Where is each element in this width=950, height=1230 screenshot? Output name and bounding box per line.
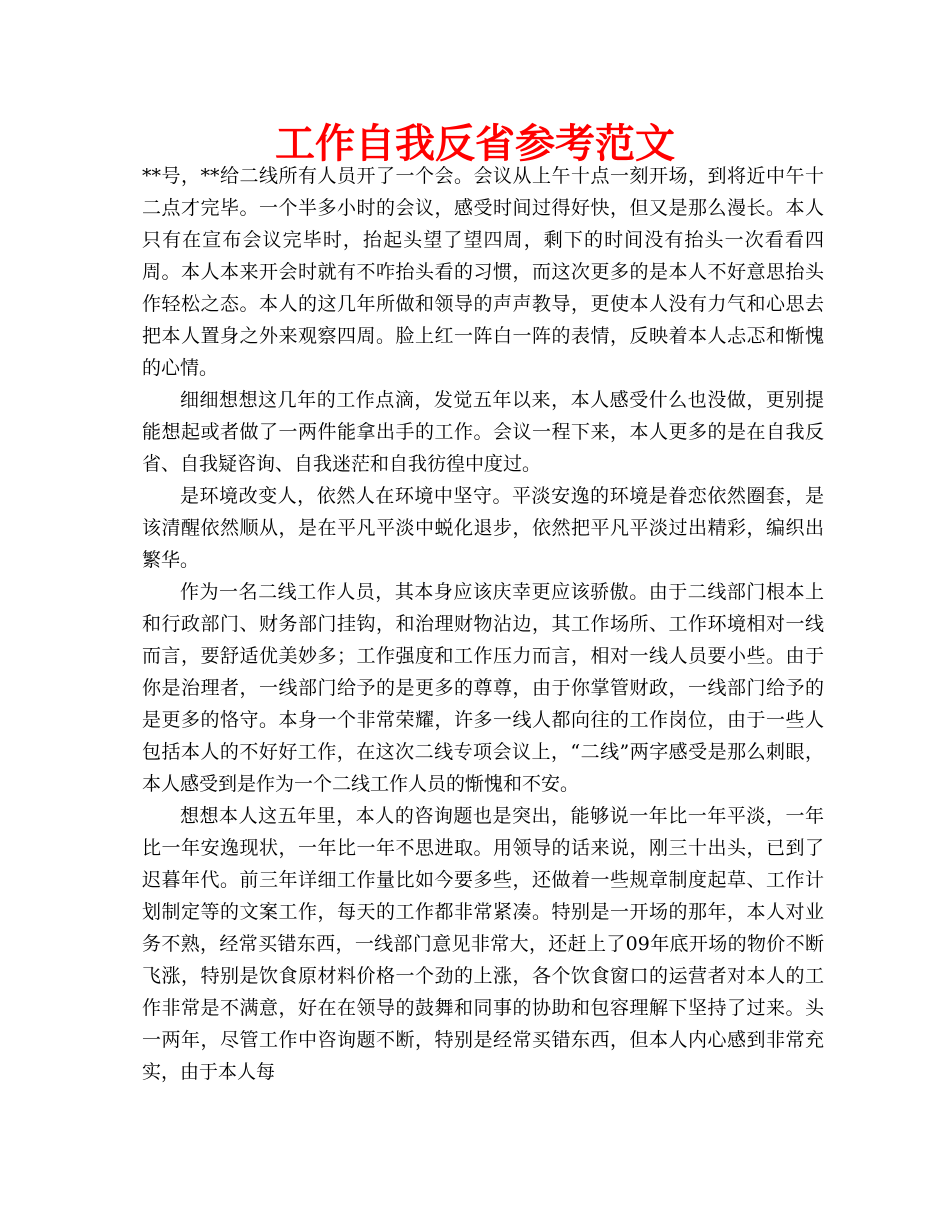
paragraph-2: 细细想想这几年的工作点滴，发觉五年以来，本人感受什么也没做，更别提能想起或者做了一两件能拿出手的工作。会议一程下来，本人更多的是在自我反省、自我疑咨询、自我迷茫和自我彷徨中度过。: [142, 389, 824, 475]
paragraph-4: 作为一名二线工作人员，其本身应该庆幸更应该骄傲。由于二线部门根本上和行政部门、财务部门挂钩，和治理财物沾边，其工作场所、工作环境相对一线而言，要舒适优美妙多；工作强度和工作压力而言，相对一线人员要小些。由于你是治理者，一线部门给予的是更多的尊尊，由于你掌管财政，一线部门给予的是更多的恪守。本身一个非常荣耀，许多一线人都向往的工作岗位，由于一些人包括本人的不好好工作，在这次二线专项会议上，“二线”两字感受是那么刺眼，本人感受到是作为一个二线工作人员的惭愧和不安。: [142, 581, 824, 795]
document-body: [142, 160, 824, 1088]
document-title: 工作自我反省参考范文: [275, 121, 675, 167]
paragraph-3: 是环境改变人，依然人在环境中坚守。平淡安逸的环境是眷恋依然圈套，是该清醒依然顺从，是在平凡平淡中蜕化退步，依然把平凡平淡过出精彩，编织出繁华。: [142, 485, 824, 571]
paragraph-5: 想想本人这五年里，本人的咨询题也是突出，能够说一年比一年平淡，一年比一年安逸现状，一年比一年不思进取。用领导的话来说，刚三十出头，已到了迟暮年代。前三年详细工作量比如今要多些，还做着一些规章制度起草、工作计划制定等的文案工作，每天的工作都非常紧凑。特别是一开场的那年，本人对业务不熟，经常买错东西，一线部门意见非常大，还赶上了09年底开场的物价不断飞涨，特别是饮食原材料价格一个劲的上涨，各个饮食窗口的运营者对本人的工作非常是不满意，好在在领导的鼓舞和同事的协助和包容理解下坚持了过来。头一两年，尽管工作中咨询题不断，特别是经常买错东西，但本人内心感到非常充实，由于本人每: [142, 805, 824, 1083]
paragraph-1: **号，**给二线所有人员开了一个会。会议从上午十点一刻开场，到将近中午十二点才完毕。一个半多小时的会议，感受时间过得好快，但又是那么漫长。本人只有在宣布会议完毕时，抬起头望了望四周，剩下的时间没有抬头一次看看四周。本人本来开会时就有不咋抬头看的习惯，而这次更多的是本人不好意思抬头作轻松之态。本人的这几年所做和领导的声声教导，更使本人没有力气和心思去把本人置身之外来观察四周。脸上红一阵白一阵的表情，反映着本人忐忑和惭愧的心情。: [142, 165, 824, 379]
